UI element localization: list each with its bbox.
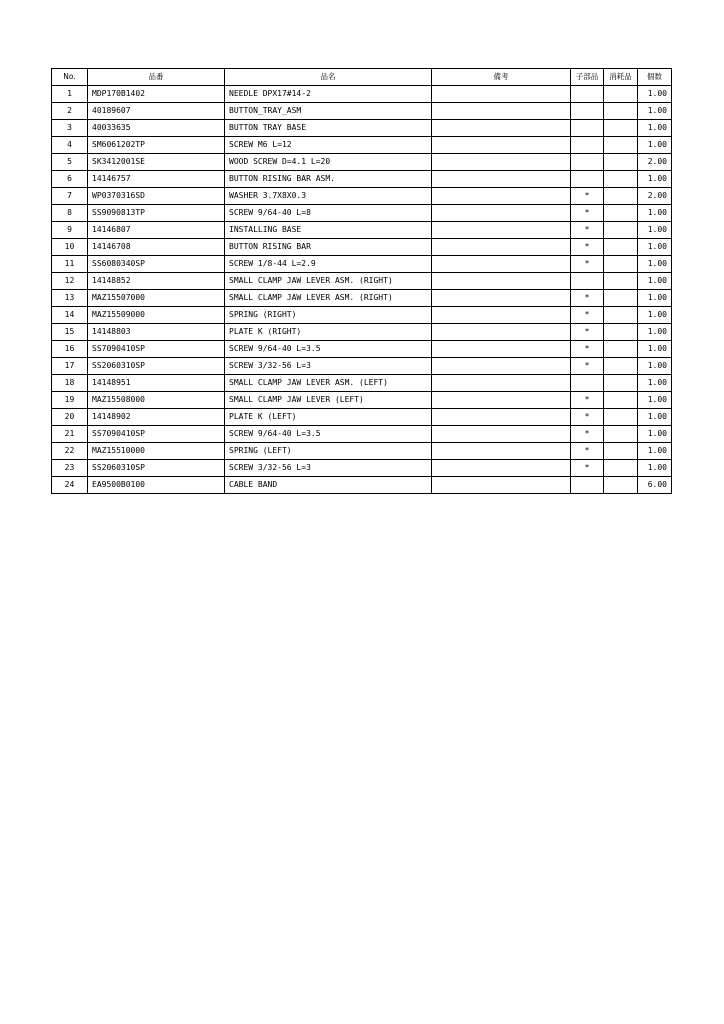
- remarks: [432, 86, 571, 103]
- quantity: 1.00: [638, 307, 672, 324]
- row-number: 5: [52, 154, 88, 171]
- sub-part-mark: *: [571, 188, 604, 205]
- remarks: [432, 392, 571, 409]
- consumable-mark: [604, 256, 638, 273]
- parts-list-table: [51, 68, 672, 494]
- consumable-mark: [604, 392, 638, 409]
- part-name: PLATE K (LEFT): [225, 409, 432, 426]
- table-row: [52, 358, 672, 375]
- table-row: [52, 154, 672, 171]
- sub-part-mark: *: [571, 222, 604, 239]
- part-number: 14148902: [88, 409, 225, 426]
- part-name: SMALL CLAMP JAW LEVER ASM. (RIGHT): [225, 273, 432, 290]
- remarks: [432, 443, 571, 460]
- part-name: SCREW 9/64-40 L=3.5: [225, 341, 432, 358]
- part-name: SCREW 3/32-56 L=3: [225, 358, 432, 375]
- consumable-mark: [604, 341, 638, 358]
- header-no: No.: [52, 69, 88, 86]
- remarks: [432, 103, 571, 120]
- quantity: 1.00: [638, 358, 672, 375]
- quantity: 1.00: [638, 120, 672, 137]
- part-name: SPRING (RIGHT): [225, 307, 432, 324]
- table-row: [52, 103, 672, 120]
- part-name: SMALL CLAMP JAW LEVER (LEFT): [225, 392, 432, 409]
- part-name: WASHER 3.7X8X0.3: [225, 188, 432, 205]
- remarks: [432, 273, 571, 290]
- part-number: MAZ15508000: [88, 392, 225, 409]
- part-name: SCREW M6 L=12: [225, 137, 432, 154]
- part-number: 14146807: [88, 222, 225, 239]
- part-number: SS7090410SP: [88, 426, 225, 443]
- consumable-mark: [604, 426, 638, 443]
- quantity: 1.00: [638, 392, 672, 409]
- header-sub-part: 子部品: [571, 69, 604, 86]
- part-name: SMALL CLAMP JAW LEVER ASM. (LEFT): [225, 375, 432, 392]
- row-number: 3: [52, 120, 88, 137]
- sub-part-mark: *: [571, 290, 604, 307]
- part-name: SMALL CLAMP JAW LEVER ASM. (RIGHT): [225, 290, 432, 307]
- consumable-mark: [604, 137, 638, 154]
- sub-part-mark: *: [571, 307, 604, 324]
- row-number: 17: [52, 358, 88, 375]
- table-row: [52, 392, 672, 409]
- header-consumable: 消耗品: [604, 69, 638, 86]
- row-number: 22: [52, 443, 88, 460]
- table-row: [52, 324, 672, 341]
- remarks: [432, 205, 571, 222]
- table-row: [52, 409, 672, 426]
- remarks: [432, 290, 571, 307]
- remarks: [432, 171, 571, 188]
- row-number: 16: [52, 341, 88, 358]
- consumable-mark: [604, 324, 638, 341]
- table-row: [52, 426, 672, 443]
- sub-part-mark: [571, 103, 604, 120]
- sub-part-mark: [571, 120, 604, 137]
- row-number: 23: [52, 460, 88, 477]
- table-row: [52, 137, 672, 154]
- table-row: [52, 239, 672, 256]
- row-number: 24: [52, 477, 88, 494]
- table-row: [52, 256, 672, 273]
- part-name: INSTALLING BASE: [225, 222, 432, 239]
- sub-part-mark: *: [571, 256, 604, 273]
- quantity: 1.00: [638, 409, 672, 426]
- sub-part-mark: [571, 171, 604, 188]
- consumable-mark: [604, 358, 638, 375]
- table-row: [52, 86, 672, 103]
- header-part-name: 品名: [225, 69, 432, 86]
- quantity: 1.00: [638, 341, 672, 358]
- header-remarks: 備考: [432, 69, 571, 86]
- part-name: SCREW 1/8-44 L=2.9: [225, 256, 432, 273]
- row-number: 7: [52, 188, 88, 205]
- remarks: [432, 375, 571, 392]
- consumable-mark: [604, 290, 638, 307]
- sub-part-mark: [571, 86, 604, 103]
- table-row: [52, 273, 672, 290]
- consumable-mark: [604, 409, 638, 426]
- part-number: SS9090813TP: [88, 205, 225, 222]
- row-number: 9: [52, 222, 88, 239]
- table-row: [52, 205, 672, 222]
- parts-table-body: [52, 86, 672, 494]
- sub-part-mark: *: [571, 443, 604, 460]
- remarks: [432, 256, 571, 273]
- part-number: SS7090410SP: [88, 341, 225, 358]
- remarks: [432, 409, 571, 426]
- quantity: 1.00: [638, 222, 672, 239]
- quantity: 1.00: [638, 205, 672, 222]
- sub-part-mark: *: [571, 460, 604, 477]
- consumable-mark: [604, 273, 638, 290]
- part-number: 14148852: [88, 273, 225, 290]
- table-row: [52, 307, 672, 324]
- part-number: 14148951: [88, 375, 225, 392]
- table-row: [52, 460, 672, 477]
- consumable-mark: [604, 460, 638, 477]
- sub-part-mark: [571, 477, 604, 494]
- quantity: 1.00: [638, 443, 672, 460]
- sub-part-mark: *: [571, 341, 604, 358]
- quantity: 1.00: [638, 86, 672, 103]
- sub-part-mark: [571, 137, 604, 154]
- remarks: [432, 120, 571, 137]
- consumable-mark: [604, 171, 638, 188]
- remarks: [432, 477, 571, 494]
- table-row: [52, 341, 672, 358]
- part-number: WP0370316SD: [88, 188, 225, 205]
- part-number: EA9500B0100: [88, 477, 225, 494]
- consumable-mark: [604, 375, 638, 392]
- consumable-mark: [604, 120, 638, 137]
- table-row: [52, 290, 672, 307]
- remarks: [432, 341, 571, 358]
- consumable-mark: [604, 239, 638, 256]
- consumable-mark: [604, 222, 638, 239]
- table-row: [52, 171, 672, 188]
- quantity: 1.00: [638, 324, 672, 341]
- remarks: [432, 239, 571, 256]
- row-number: 14: [52, 307, 88, 324]
- row-number: 2: [52, 103, 88, 120]
- quantity: 2.00: [638, 188, 672, 205]
- part-number: 40189607: [88, 103, 225, 120]
- part-number: SK3412001SE: [88, 154, 225, 171]
- sub-part-mark: *: [571, 239, 604, 256]
- part-number: SS6080340SP: [88, 256, 225, 273]
- part-name: WOOD SCREW D=4.1 L=20: [225, 154, 432, 171]
- row-number: 19: [52, 392, 88, 409]
- quantity: 1.00: [638, 137, 672, 154]
- row-number: 11: [52, 256, 88, 273]
- part-number: 14146757: [88, 171, 225, 188]
- quantity: 1.00: [638, 103, 672, 120]
- sub-part-mark: *: [571, 358, 604, 375]
- quantity: 1.00: [638, 375, 672, 392]
- row-number: 1: [52, 86, 88, 103]
- remarks: [432, 426, 571, 443]
- part-name: PLATE K (RIGHT): [225, 324, 432, 341]
- part-name: NEEDLE DPX17#14-2: [225, 86, 432, 103]
- remarks: [432, 137, 571, 154]
- row-number: 15: [52, 324, 88, 341]
- part-number: SS2060310SP: [88, 460, 225, 477]
- consumable-mark: [604, 477, 638, 494]
- quantity: 6.00: [638, 477, 672, 494]
- remarks: [432, 307, 571, 324]
- quantity: 1.00: [638, 426, 672, 443]
- table-row: [52, 443, 672, 460]
- part-name: SCREW 3/32-56 L=3: [225, 460, 432, 477]
- sub-part-mark: *: [571, 426, 604, 443]
- row-number: 8: [52, 205, 88, 222]
- consumable-mark: [604, 154, 638, 171]
- remarks: [432, 460, 571, 477]
- sub-part-mark: *: [571, 324, 604, 341]
- row-number: 10: [52, 239, 88, 256]
- quantity: 1.00: [638, 256, 672, 273]
- remarks: [432, 154, 571, 171]
- consumable-mark: [604, 307, 638, 324]
- quantity: 1.00: [638, 239, 672, 256]
- consumable-mark: [604, 205, 638, 222]
- quantity: 2.00: [638, 154, 672, 171]
- row-number: 12: [52, 273, 88, 290]
- row-number: 6: [52, 171, 88, 188]
- sub-part-mark: [571, 154, 604, 171]
- row-number: 18: [52, 375, 88, 392]
- table-row: [52, 120, 672, 137]
- header-quantity: 個数: [638, 69, 672, 86]
- table-row: [52, 477, 672, 494]
- part-number: MDP170B1402: [88, 86, 225, 103]
- sub-part-mark: [571, 375, 604, 392]
- row-number: 4: [52, 137, 88, 154]
- quantity: 1.00: [638, 460, 672, 477]
- part-name: CABLE BAND: [225, 477, 432, 494]
- part-name: BUTTON RISING BAR ASM.: [225, 171, 432, 188]
- remarks: [432, 222, 571, 239]
- sub-part-mark: *: [571, 409, 604, 426]
- consumable-mark: [604, 86, 638, 103]
- remarks: [432, 358, 571, 375]
- part-name: BUTTON TRAY BASE: [225, 120, 432, 137]
- row-number: 20: [52, 409, 88, 426]
- table-row: [52, 222, 672, 239]
- part-number: MAZ15509000: [88, 307, 225, 324]
- part-number: 14146708: [88, 239, 225, 256]
- part-number: 14148803: [88, 324, 225, 341]
- quantity: 1.00: [638, 273, 672, 290]
- header-part-number: 品番: [88, 69, 225, 86]
- row-number: 21: [52, 426, 88, 443]
- sub-part-mark: *: [571, 205, 604, 222]
- part-number: SM6061202TP: [88, 137, 225, 154]
- consumable-mark: [604, 103, 638, 120]
- table-row: [52, 188, 672, 205]
- consumable-mark: [604, 188, 638, 205]
- part-number: 40033635: [88, 120, 225, 137]
- part-name: BUTTON RISING BAR: [225, 239, 432, 256]
- part-name: BUTTON_TRAY_ASM: [225, 103, 432, 120]
- consumable-mark: [604, 443, 638, 460]
- part-number: SS2060310SP: [88, 358, 225, 375]
- header-row: [52, 69, 672, 86]
- remarks: [432, 188, 571, 205]
- remarks: [432, 324, 571, 341]
- quantity: 1.00: [638, 290, 672, 307]
- table-row: [52, 375, 672, 392]
- part-name: SCREW 9/64-40 L=8: [225, 205, 432, 222]
- quantity: 1.00: [638, 171, 672, 188]
- part-number: MAZ15510000: [88, 443, 225, 460]
- row-number: 13: [52, 290, 88, 307]
- part-name: SCREW 9/64-40 L=3.5: [225, 426, 432, 443]
- sub-part-mark: *: [571, 392, 604, 409]
- sub-part-mark: [571, 273, 604, 290]
- part-name: SPRING (LEFT): [225, 443, 432, 460]
- part-number: MAZ15507000: [88, 290, 225, 307]
